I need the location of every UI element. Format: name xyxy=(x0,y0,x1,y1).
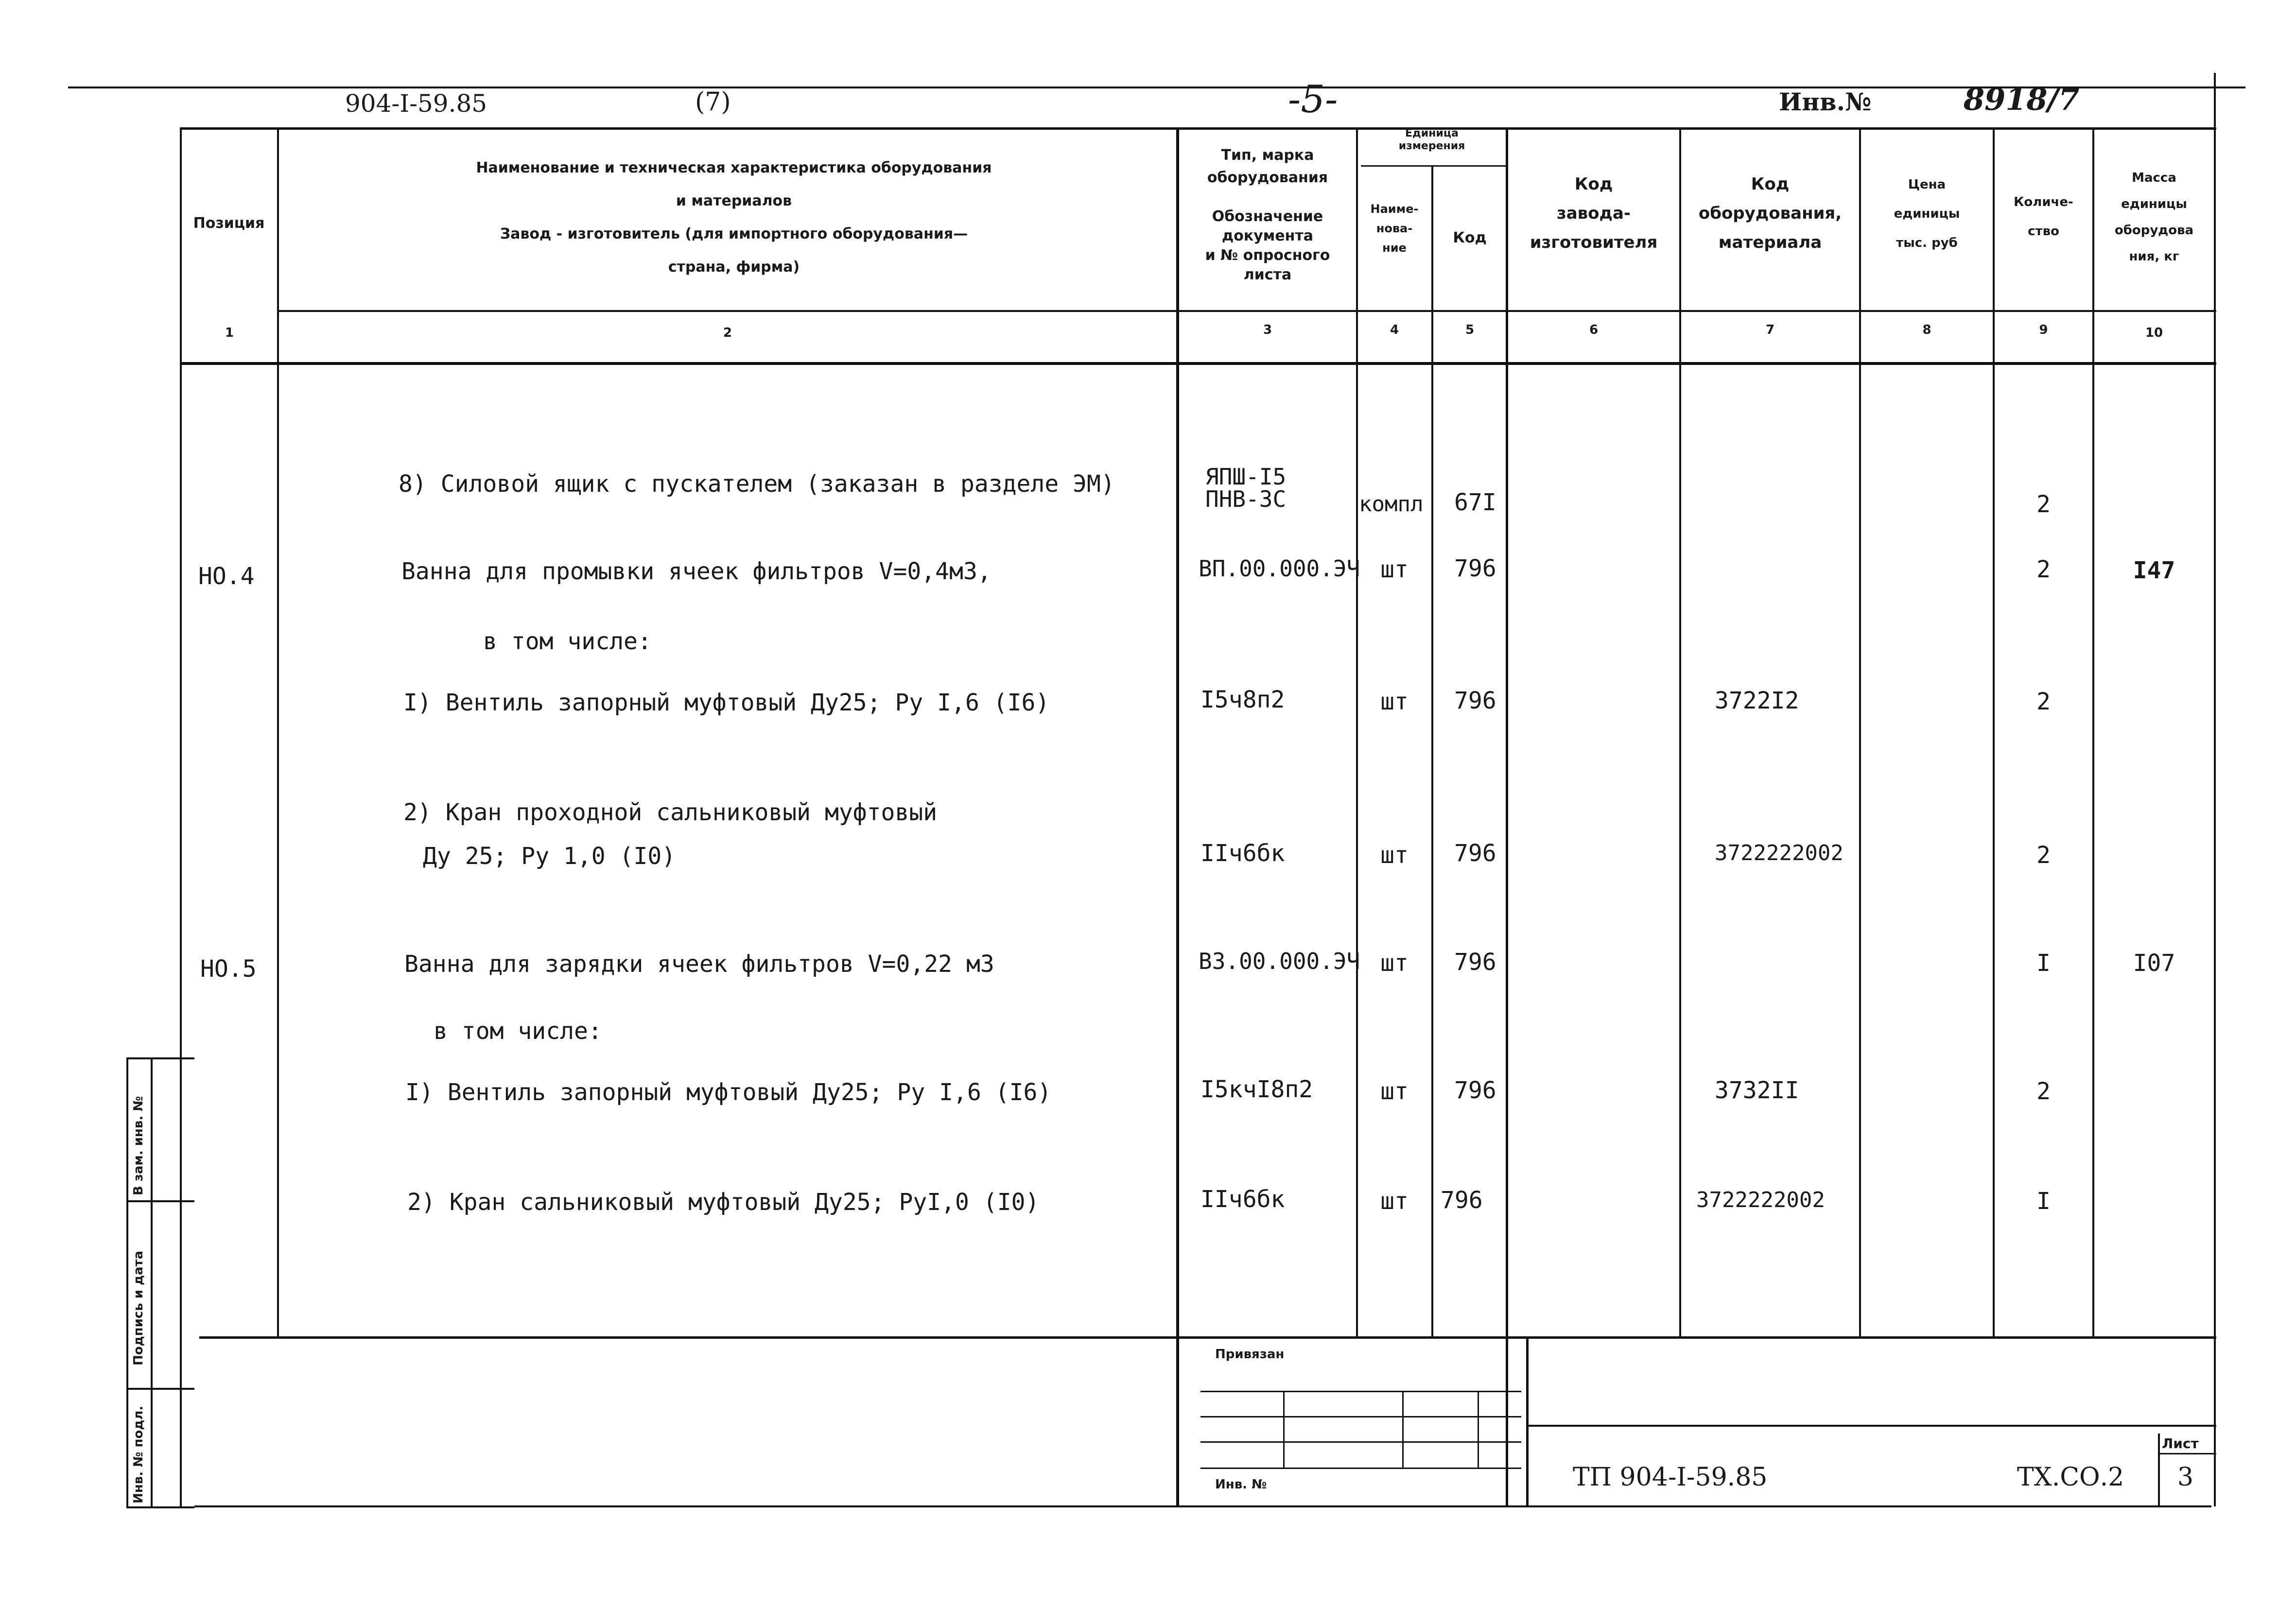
row-position: НО.5 xyxy=(200,955,257,983)
linked-label: Привязан xyxy=(1215,1347,1285,1362)
row-unit-code: 796 xyxy=(1441,1187,1483,1214)
row-unit-code: 796 xyxy=(1454,949,1496,976)
sheet-number: 3 xyxy=(2177,1463,2194,1492)
header-name-line-2: и материалов xyxy=(676,192,792,209)
header-type-line-3: Обозначение xyxy=(1212,208,1323,225)
stamp-line-1 xyxy=(1200,1391,1521,1392)
footer-doc-code: ТП 904-I-59.85 xyxy=(1573,1463,1768,1492)
frame-bottom-line xyxy=(194,1505,2211,1507)
row-type: IIч6бк xyxy=(1200,1186,1285,1213)
stamp-line-3 xyxy=(1200,1441,1521,1443)
header-unit-name-2: нова- xyxy=(1376,222,1413,235)
header-unit-group-1: Единица xyxy=(1405,127,1459,139)
side-stamp-divider-1 xyxy=(126,1200,194,1202)
header-mass-1: Масса xyxy=(2132,171,2176,185)
stamp-vline-3 xyxy=(1478,1391,1479,1469)
header-bottom-line xyxy=(277,310,2216,312)
header-unit-group-2: измерения xyxy=(1398,140,1465,152)
col-number-5: 5 xyxy=(1465,323,1475,337)
stamp-line-4 xyxy=(1200,1468,1521,1469)
row-code: 3722222002 xyxy=(1696,1188,1825,1212)
side-stamp-inner-line xyxy=(151,1057,153,1508)
frame-right-line xyxy=(2214,73,2216,1506)
row-unit-code: 67I xyxy=(1454,489,1496,516)
doc-code: 904-I-59.85 xyxy=(345,89,487,118)
header-mass-2: единицы xyxy=(2121,197,2187,211)
row-type: ЯПШ-I5 xyxy=(1205,464,1287,490)
row-name: I) Вентиль запорный муфтовый Ду25; Ру I,6 (I6) xyxy=(405,1079,1052,1106)
footer-sheet-code: ТХ.СО.2 xyxy=(2017,1463,2124,1492)
header-type-line-2: оборудования xyxy=(1207,169,1328,186)
row-qty: 2 xyxy=(2036,842,2051,869)
row-name: 8) Силовой ящик с пускателем (заказан в разделе ЭМ) xyxy=(399,470,1115,498)
unit-group-line xyxy=(1361,165,1507,167)
header-type-line-4: документа xyxy=(1222,227,1313,244)
stamp-right-line xyxy=(1526,1336,1529,1506)
col-divider-4 xyxy=(1431,165,1433,1336)
header-name-line-1: Наименование и техническая характеристика оборудования xyxy=(476,159,992,176)
row-unit: шт xyxy=(1380,842,1409,869)
row-type-2: ПНВ-3С xyxy=(1205,486,1287,512)
header-price-1: Цена xyxy=(1908,177,1946,192)
sheet-box-divider xyxy=(2158,1453,2216,1454)
row-unit: шт xyxy=(1380,688,1409,715)
row-unit: шт xyxy=(1380,1188,1409,1215)
header-factory-2: завода- xyxy=(1556,204,1631,223)
row-name: Ванна для промывки ячеек фильтров V=0,4м3, xyxy=(401,558,991,585)
row-qty: I xyxy=(2036,1188,2051,1215)
row-name: в том числе: xyxy=(434,1018,602,1045)
row-name: в том числе: xyxy=(483,628,652,655)
col-divider-8 xyxy=(1993,127,1995,1337)
stamp-vline-2 xyxy=(1402,1391,1404,1469)
section-number: (7) xyxy=(695,87,731,117)
row-unit: шт xyxy=(1380,556,1409,583)
side-stamp-divider-2 xyxy=(126,1388,194,1390)
side-stamp-left-line xyxy=(126,1057,128,1508)
inv-number: 8918/7 xyxy=(1964,82,2080,117)
stamp-line-2 xyxy=(1200,1416,1521,1417)
row-type: ВП.00.000.ЭЧ xyxy=(1199,555,1360,582)
header-unit-name-1: Наиме- xyxy=(1370,202,1419,216)
inv-label: Инв.№ xyxy=(1779,87,1872,116)
top-border-line xyxy=(68,86,2245,88)
col-number-7: 7 xyxy=(1765,323,1775,337)
row-unit: шт xyxy=(1380,1078,1409,1105)
header-code-2: оборудования, xyxy=(1698,204,1842,223)
row-code: 3722I2 xyxy=(1715,687,1799,714)
header-qty-1: Количе- xyxy=(2014,195,2073,209)
header-price-3: тыс. руб xyxy=(1896,236,1958,250)
row-qty: 2 xyxy=(2036,491,2051,518)
side-stamp-replacement-inv: В зам. инв. № xyxy=(131,1096,146,1195)
header-unit-code: Код xyxy=(1453,229,1487,246)
header-mass-3: оборудова xyxy=(2114,223,2194,238)
side-stamp-inv-original: Инв. № подл. xyxy=(131,1405,146,1503)
col-number-2: 2 xyxy=(723,326,732,340)
header-code-1: Код xyxy=(1751,174,1790,194)
title-block-top-line xyxy=(1526,1425,2216,1427)
header-unit-name-3: ние xyxy=(1382,241,1407,255)
row-qty: 2 xyxy=(2036,688,2051,715)
header-price-2: единицы xyxy=(1894,207,1960,221)
col-divider-6 xyxy=(1679,127,1681,1337)
col-number-9: 9 xyxy=(2039,323,2048,337)
header-type-line-6: листа xyxy=(1243,266,1292,283)
side-stamp-signature-date: Подпись и дата xyxy=(131,1250,146,1365)
row-qty: I xyxy=(2036,950,2051,977)
row-position: НО.4 xyxy=(198,563,255,590)
row-qty: 2 xyxy=(2036,556,2051,583)
col-divider-7 xyxy=(1859,127,1861,1337)
col-number-10: 10 xyxy=(2145,326,2163,340)
header-mass-4: ния, кг xyxy=(2129,249,2179,264)
col-number-8: 8 xyxy=(1922,323,1931,337)
row-type: I5ч8п2 xyxy=(1200,686,1285,713)
header-name-line-3: Завод - изготовитель (для импортного оборудования— xyxy=(500,225,968,242)
row-unit: компл xyxy=(1359,492,1424,517)
stamp-inv-label: Инв. № xyxy=(1215,1477,1267,1492)
col-number-1: 1 xyxy=(225,326,234,340)
header-type-line-1: Тип, марка xyxy=(1221,147,1314,164)
row-unit-code: 796 xyxy=(1454,1077,1496,1104)
stamp-vline-1 xyxy=(1283,1391,1285,1469)
header-factory-3: изготовителя xyxy=(1530,233,1658,252)
row-mass: I07 xyxy=(2133,950,2175,977)
col-number-6: 6 xyxy=(1589,323,1599,337)
page-mark: -5- xyxy=(1288,78,1338,121)
header-name-line-4: страна, фирма) xyxy=(668,259,800,276)
row-mass: I47 xyxy=(2133,557,2175,584)
header-code-3: материала xyxy=(1718,233,1822,252)
col-divider-9 xyxy=(2092,127,2094,1337)
header-qty-2: ство xyxy=(2028,224,2059,239)
row-name: 2) Кран проходной сальниковый муфтовый xyxy=(403,799,938,826)
side-stamp-top-line xyxy=(126,1057,194,1059)
sheet-label: Лист xyxy=(2162,1435,2199,1451)
header-position: Позиция xyxy=(193,215,265,232)
row-code: 3732II xyxy=(1715,1077,1799,1104)
table-top-line xyxy=(180,127,2216,130)
row-name-2: Ду 25; Ру 1,0 (I0) xyxy=(423,843,676,870)
row-unit-code: 796 xyxy=(1454,687,1496,714)
header-factory-1: Код xyxy=(1574,174,1613,194)
col-number-3: 3 xyxy=(1263,323,1272,337)
col-number-4: 4 xyxy=(1390,323,1399,337)
row-unit: шт xyxy=(1380,950,1409,977)
row-name: I) Вентиль запорный муфтовый Ду25; Ру I,6 (I6) xyxy=(403,689,1050,716)
row-unit-code: 796 xyxy=(1454,555,1496,582)
row-name: Ванна для зарядки ячеек фильтров V=0,22 м3 xyxy=(404,950,994,978)
body-bottom-line xyxy=(199,1336,2216,1339)
side-stamp-bottom-line xyxy=(126,1506,194,1508)
row-name: 2) Кран сальниковый муфтовый Ду25; РуI,0 (I0) xyxy=(407,1189,1040,1216)
col-divider-3 xyxy=(1356,127,1358,1337)
row-type: ВЗ.00.000.ЭЧ xyxy=(1199,948,1360,974)
row-type: I5кчI8п2 xyxy=(1200,1076,1313,1103)
row-code: 3722222002 xyxy=(1715,841,1844,865)
header-type-line-5: и № опросного xyxy=(1205,247,1330,264)
row-unit-code: 796 xyxy=(1454,840,1496,867)
col-numbers-bottom-line xyxy=(180,362,2216,365)
sheet-box-left-line xyxy=(2158,1434,2160,1506)
col-divider-1 xyxy=(277,127,279,1337)
row-type: IIч6бк xyxy=(1200,840,1285,867)
row-qty: 2 xyxy=(2036,1078,2051,1105)
